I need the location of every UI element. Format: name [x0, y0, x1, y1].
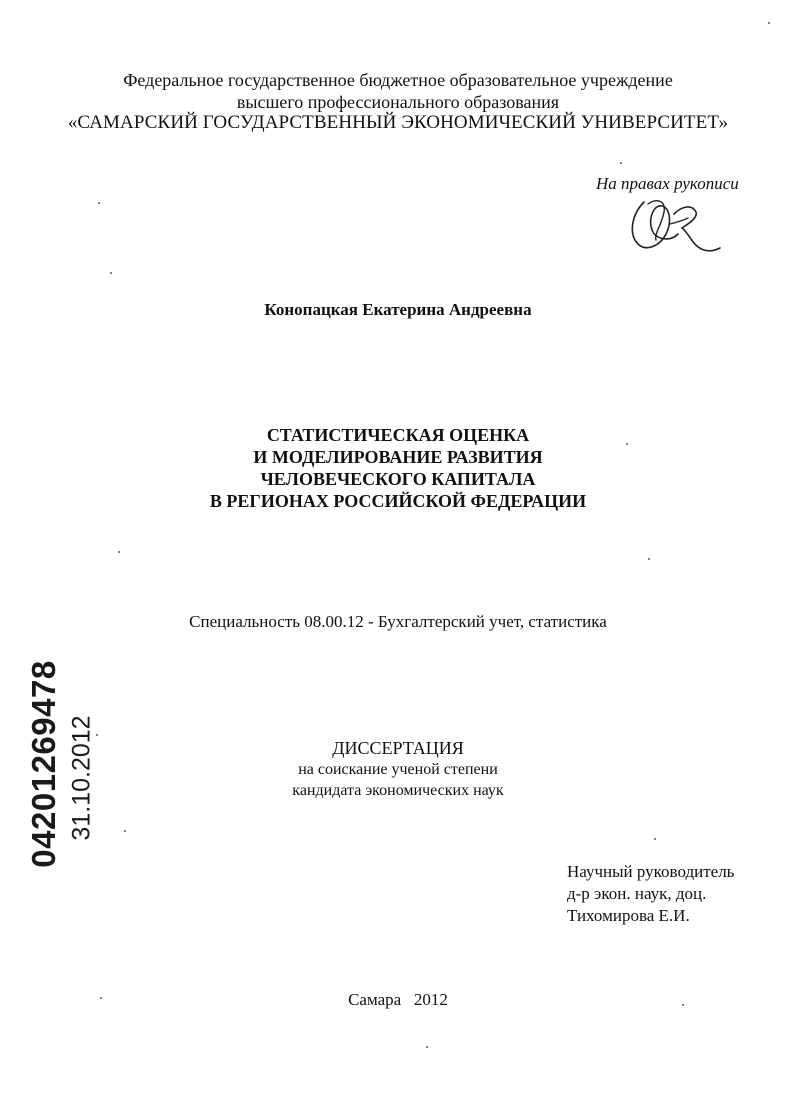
supervisor-degree: д-р экон. наук, доц. [567, 884, 707, 903]
scan-speck [654, 838, 656, 840]
scan-speck [426, 1046, 428, 1048]
dissertation-type: ДИССЕРТАЦИЯ [332, 738, 464, 758]
title-line-2: И МОДЕЛИРОВАНИЕ РАЗВИТИЯ [253, 447, 543, 467]
title-line-3: ЧЕЛОВЕЧЕСКОГО КАПИТАЛА [260, 469, 536, 489]
library-stamp-number: 04201269478 [25, 660, 62, 868]
scan-speck [768, 22, 770, 24]
scan-speck [648, 558, 650, 560]
degree-line-2: кандидата экономических наук [292, 782, 504, 799]
supervisor-label: Научный руководитель [567, 862, 735, 881]
scan-speck [620, 162, 622, 164]
library-stamp-date: 31.10.2012 [67, 715, 96, 841]
place-and-year: Самара 2012 [348, 990, 448, 1009]
handwritten-signature [626, 194, 722, 256]
scan-speck [626, 443, 628, 445]
degree-line-1: на соискание ученой степени [298, 761, 498, 778]
scan-speck [118, 551, 120, 553]
scan-speck [96, 734, 98, 736]
institution-line-2: высшего профессионального образования [236, 92, 560, 112]
specialty: Специальность 08.00.12 - Бухгалтерский учет, статистика [189, 612, 607, 631]
title-line-1: СТАТИСТИЧЕСКАЯ ОЦЕНКА [266, 425, 530, 445]
scan-speck [682, 1004, 684, 1006]
author-name: Конопацкая Екатерина Андреевна [264, 300, 532, 319]
manuscript-rights-note: На правах рукописи [596, 174, 739, 193]
scan-speck [100, 997, 102, 999]
institution-name: «САМАРСКИЙ ГОСУДАРСТВЕННЫЙ ЭКОНОМИЧЕСКИЙ УНИВЕРСИТЕТ» [67, 112, 729, 133]
scan-speck [110, 272, 112, 274]
title-line-4: В РЕГИОНАХ РОССИЙСКОЙ ФЕДЕРАЦИИ [209, 491, 587, 511]
supervisor-name: Тихомирова Е.И. [567, 906, 690, 925]
institution-line-1: Федеральное государственное бюджетное образовательное учреждение [123, 70, 673, 90]
scan-speck [124, 830, 126, 832]
scan-speck [98, 202, 100, 204]
